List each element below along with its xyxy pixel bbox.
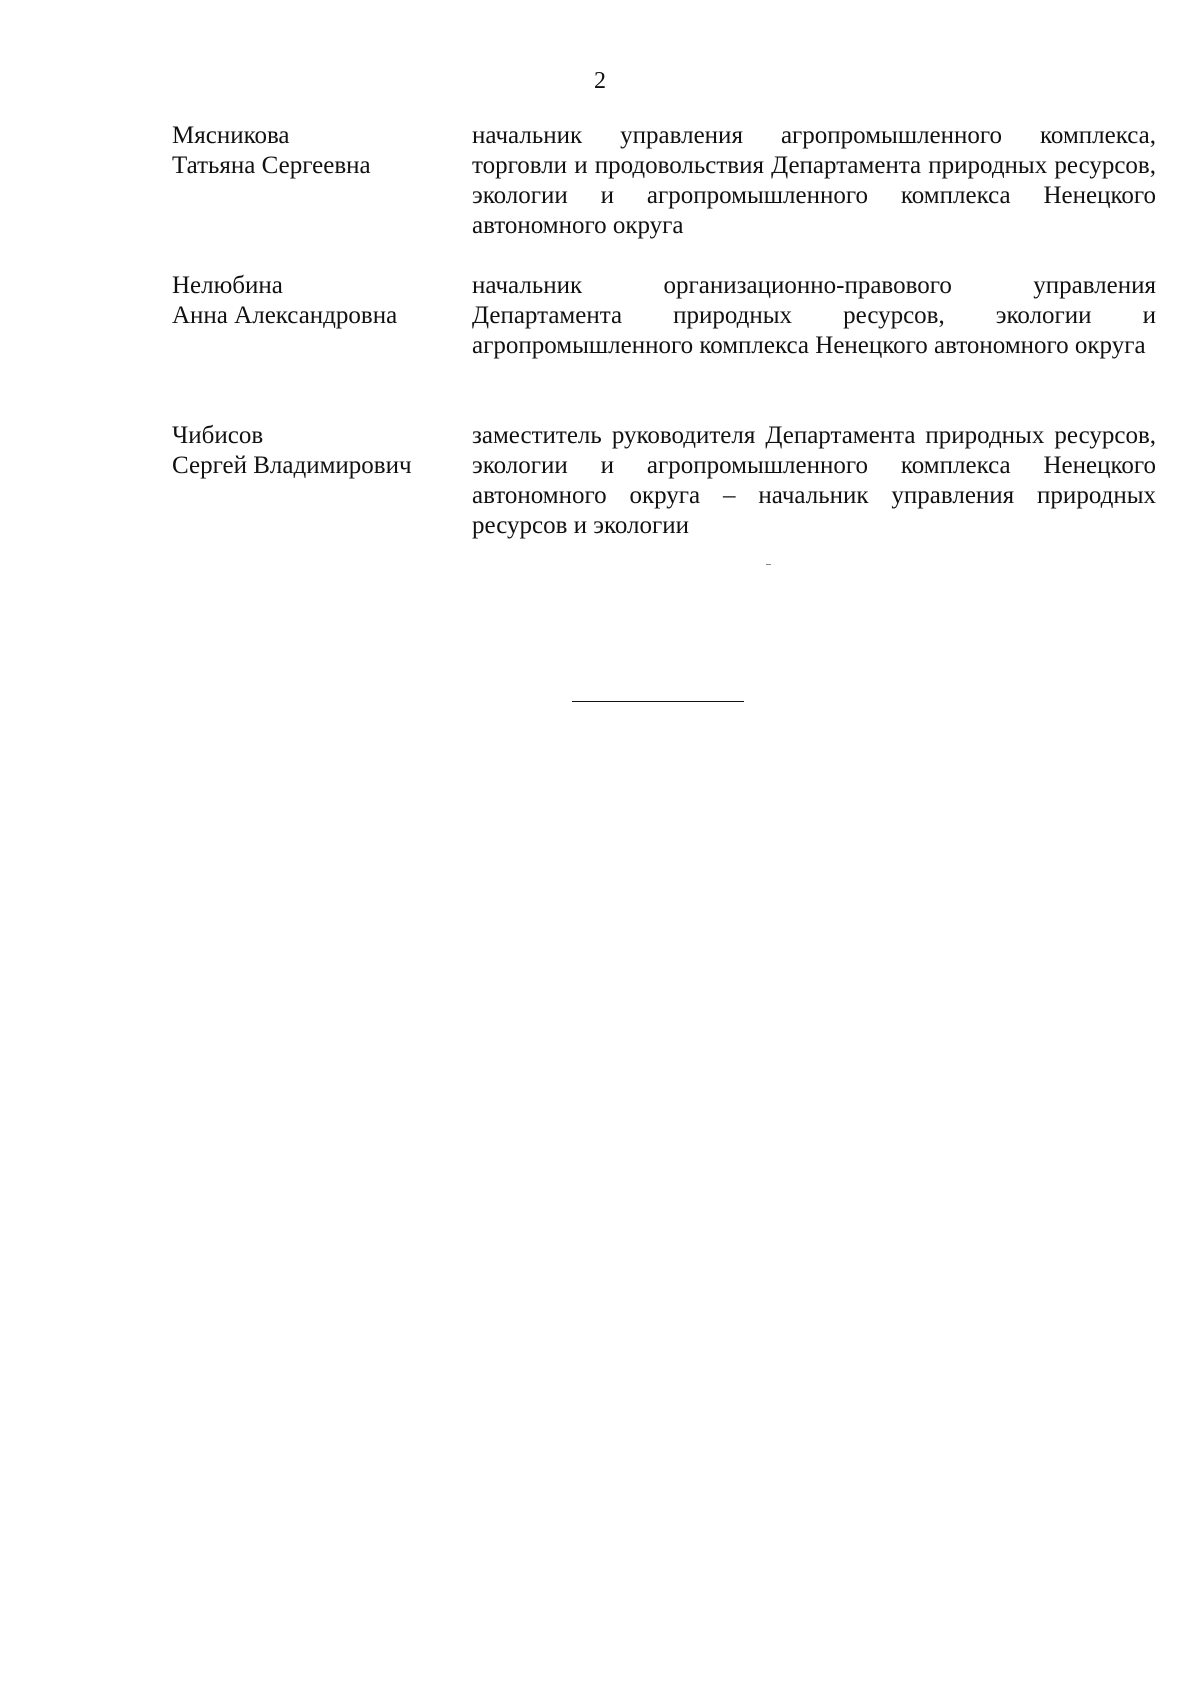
member-position: начальник организационно-правового управления Департамента природных ресурсов, экологии и агропромышленного комплекса Ненецкого автономного округа bbox=[472, 272, 1156, 359]
member-name bbox=[172, 421, 462, 481]
member-given-names: Анна Александровна bbox=[172, 302, 398, 329]
member-name bbox=[172, 271, 462, 331]
member-given-names: Сергей Владимирович bbox=[172, 452, 412, 479]
member-surname: Мясникова bbox=[172, 122, 290, 149]
member-name bbox=[172, 121, 462, 181]
scan-speck bbox=[766, 564, 771, 565]
closing-rule bbox=[572, 701, 744, 702]
page-number: 2 bbox=[594, 68, 606, 94]
member-given-names: Татьяна Сергеевна bbox=[172, 152, 371, 179]
member-surname: Чибисов bbox=[172, 422, 264, 449]
member-position: заместитель руководителя Департамента природных ресурсов, экологии и агропромышленного комплекса Ненецкого автономного округа – начальник управления природных ресурсов и экологии bbox=[472, 422, 1156, 539]
member-surname: Нелюбина bbox=[172, 272, 283, 299]
member-position: начальник управления агропромышленного комплекса, торговли и продовольствия Департамента природных ресурсов, экологии и агропромышленного комплекса Ненецкого автономного округа bbox=[472, 122, 1156, 239]
